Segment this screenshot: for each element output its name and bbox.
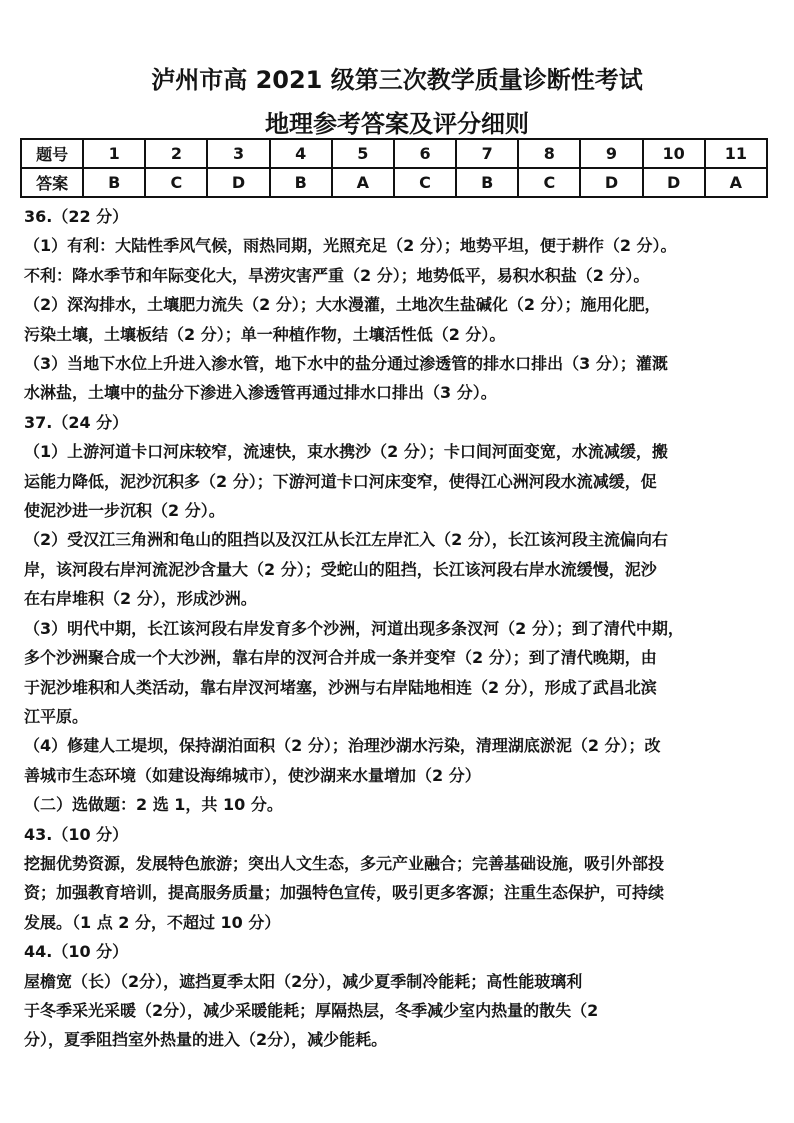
- answer-cell: C: [518, 168, 580, 197]
- answer-line: （2）受汉江三角洲和龟山的阻挡以及汉江从长江左岸汇入（2 分），长江该河段主流偏向右: [24, 530, 668, 550]
- answer-line: 在右岸堆积（2 分），形成沙洲。: [24, 589, 257, 609]
- answer-cell: B: [270, 168, 332, 197]
- answer-cell: B: [83, 168, 145, 197]
- answer-line: 污染土壤，土壤板结（2 分）；单一种植作物，土壤活性低（2 分）。: [24, 324, 506, 344]
- question-number-cell: 10: [643, 139, 705, 168]
- answer-cell: B: [456, 168, 518, 197]
- multiple-choice-answer-table: [20, 138, 768, 198]
- question-43-heading: 43.（10 分）: [24, 824, 129, 844]
- answer-key-title: 地理参考答案及评分细则: [265, 110, 529, 138]
- question-36-heading: 36.（22 分）: [24, 207, 129, 226]
- answer-line: 不利：降水季节和年际变化大，旱涝灾害严重（2 分）；地势低平，易积水积盐（2 分）。: [24, 265, 650, 285]
- answer-line: 资；加强教育培训，提高服务质量；加强特色宣传，吸引更多客源；注重生态保护，可持续: [24, 883, 665, 903]
- question-number-cell: 6: [394, 139, 456, 168]
- answer-line: （1）有利：大陆性季风气候，雨热同期，光照充足（2 分）；地势平坦，便于耕作（2 分）。: [24, 236, 677, 256]
- answer-cell: A: [705, 168, 767, 197]
- answer-line: 于泥沙堆积和人类活动，靠右岸汊河堵塞，沙洲与右岸陆地相连（2 分），形成了武昌北滨: [24, 677, 657, 697]
- answer-line: 善城市生态环境（如建设海绵城市），使沙湖来水量增加（2 分）: [24, 765, 481, 785]
- answer-line: 水淋盐，土壤中的盐分下渗进入渗透管再通过排水口排出（3 分）。: [24, 383, 497, 403]
- answer-line: （3）当地下水位上升进入渗水管，地下水中的盐分通过渗透管的排水口排出（3 分）；灌溉: [24, 354, 668, 374]
- answer-cell: C: [394, 168, 456, 197]
- question-number-cell: 7: [456, 139, 518, 168]
- question-number-cell: 8: [518, 139, 580, 168]
- question-number-cell: 1: [83, 139, 145, 168]
- answer-cell: A: [332, 168, 394, 197]
- answer-line: 多个沙洲聚合成一个大沙洲，靠右岸的汊河合并成一条并变窄（2 分）；到了清代晚期，由: [24, 648, 657, 668]
- answer-line: 运能力降低，泥沙沉积多（2 分）；下游河道卡口河床变窄，使得江心洲河段水流减缓，促: [24, 471, 657, 491]
- answer-line: 岸，该河段右岸河流泥沙含量大（2 分）；受蛇山的阻挡，长江该河段右岸水流缓慢，泥沙: [24, 559, 657, 579]
- answer-line: 分），夏季阻挡室外热量的进入（2分），减少能耗。: [24, 1030, 388, 1050]
- row-label: 答案: [21, 168, 83, 197]
- answer-body: [24, 202, 774, 1055]
- answer-line: 使泥沙进一步沉积（2 分）。: [24, 501, 225, 521]
- question-number-row: [21, 139, 767, 168]
- answer-line: 江平原。: [24, 706, 89, 726]
- exam-title: 泸州市高 2021 级第三次教学质量诊断性考试: [151, 66, 643, 94]
- answer-line: 挖掘优势资源，发展特色旅游；突出人文生态，多元产业融合；完善基础设施，吸引外部投: [24, 853, 665, 873]
- question-number-cell: 11: [705, 139, 767, 168]
- answer-line: 屋檐宽（长）（2分），遮挡夏季太阳（2分），减少夏季制冷能耗；高性能玻璃利: [24, 971, 583, 991]
- answer-line: （1）上游河道卡口河床较窄，流速快，束水携沙（2 分）；卡口间河面变宽，水流减缓，搬: [24, 442, 668, 462]
- answer-line: 于冬季采光采暖（2分），减少采暖能耗；厚隔热层，冬季减少室内热量的散失（2: [24, 1000, 599, 1020]
- question-number-cell: 3: [207, 139, 269, 168]
- row-label: 题号: [21, 139, 83, 168]
- question-number-cell: 9: [580, 139, 642, 168]
- answer-cell: D: [643, 168, 705, 197]
- answer-cell: D: [207, 168, 269, 197]
- answer-line: （2）深沟排水，土壤肥力流失（2 分）；大水漫灌，土地次生盐碱化（2 分）；施用化肥，: [24, 295, 661, 315]
- answer-cell: C: [145, 168, 207, 197]
- answer-line: 发展。（1 点 2 分，不超过 10 分）: [24, 912, 281, 932]
- question-number-cell: 4: [270, 139, 332, 168]
- answer-line: （3）明代中期，长江该河段右岸发育多个沙洲，河道出现多条汊河（2 分）；到了清代中期，: [24, 618, 684, 638]
- question-37-heading: 37.（24 分）: [24, 412, 129, 432]
- question-number-cell: 2: [145, 139, 207, 168]
- answer-line: （4）修建人工堤坝，保持湖泊面积（2 分）；治理沙湖水污染，清理湖底淤泥（2 分）；改: [24, 736, 661, 756]
- answer-row: [21, 168, 767, 197]
- question-44-heading: 44.（10 分）: [24, 942, 129, 962]
- elective-section-heading: （二）选做题：2 选 1，共 10 分。: [24, 795, 283, 815]
- question-number-cell: 5: [332, 139, 394, 168]
- answer-cell: D: [580, 168, 642, 197]
